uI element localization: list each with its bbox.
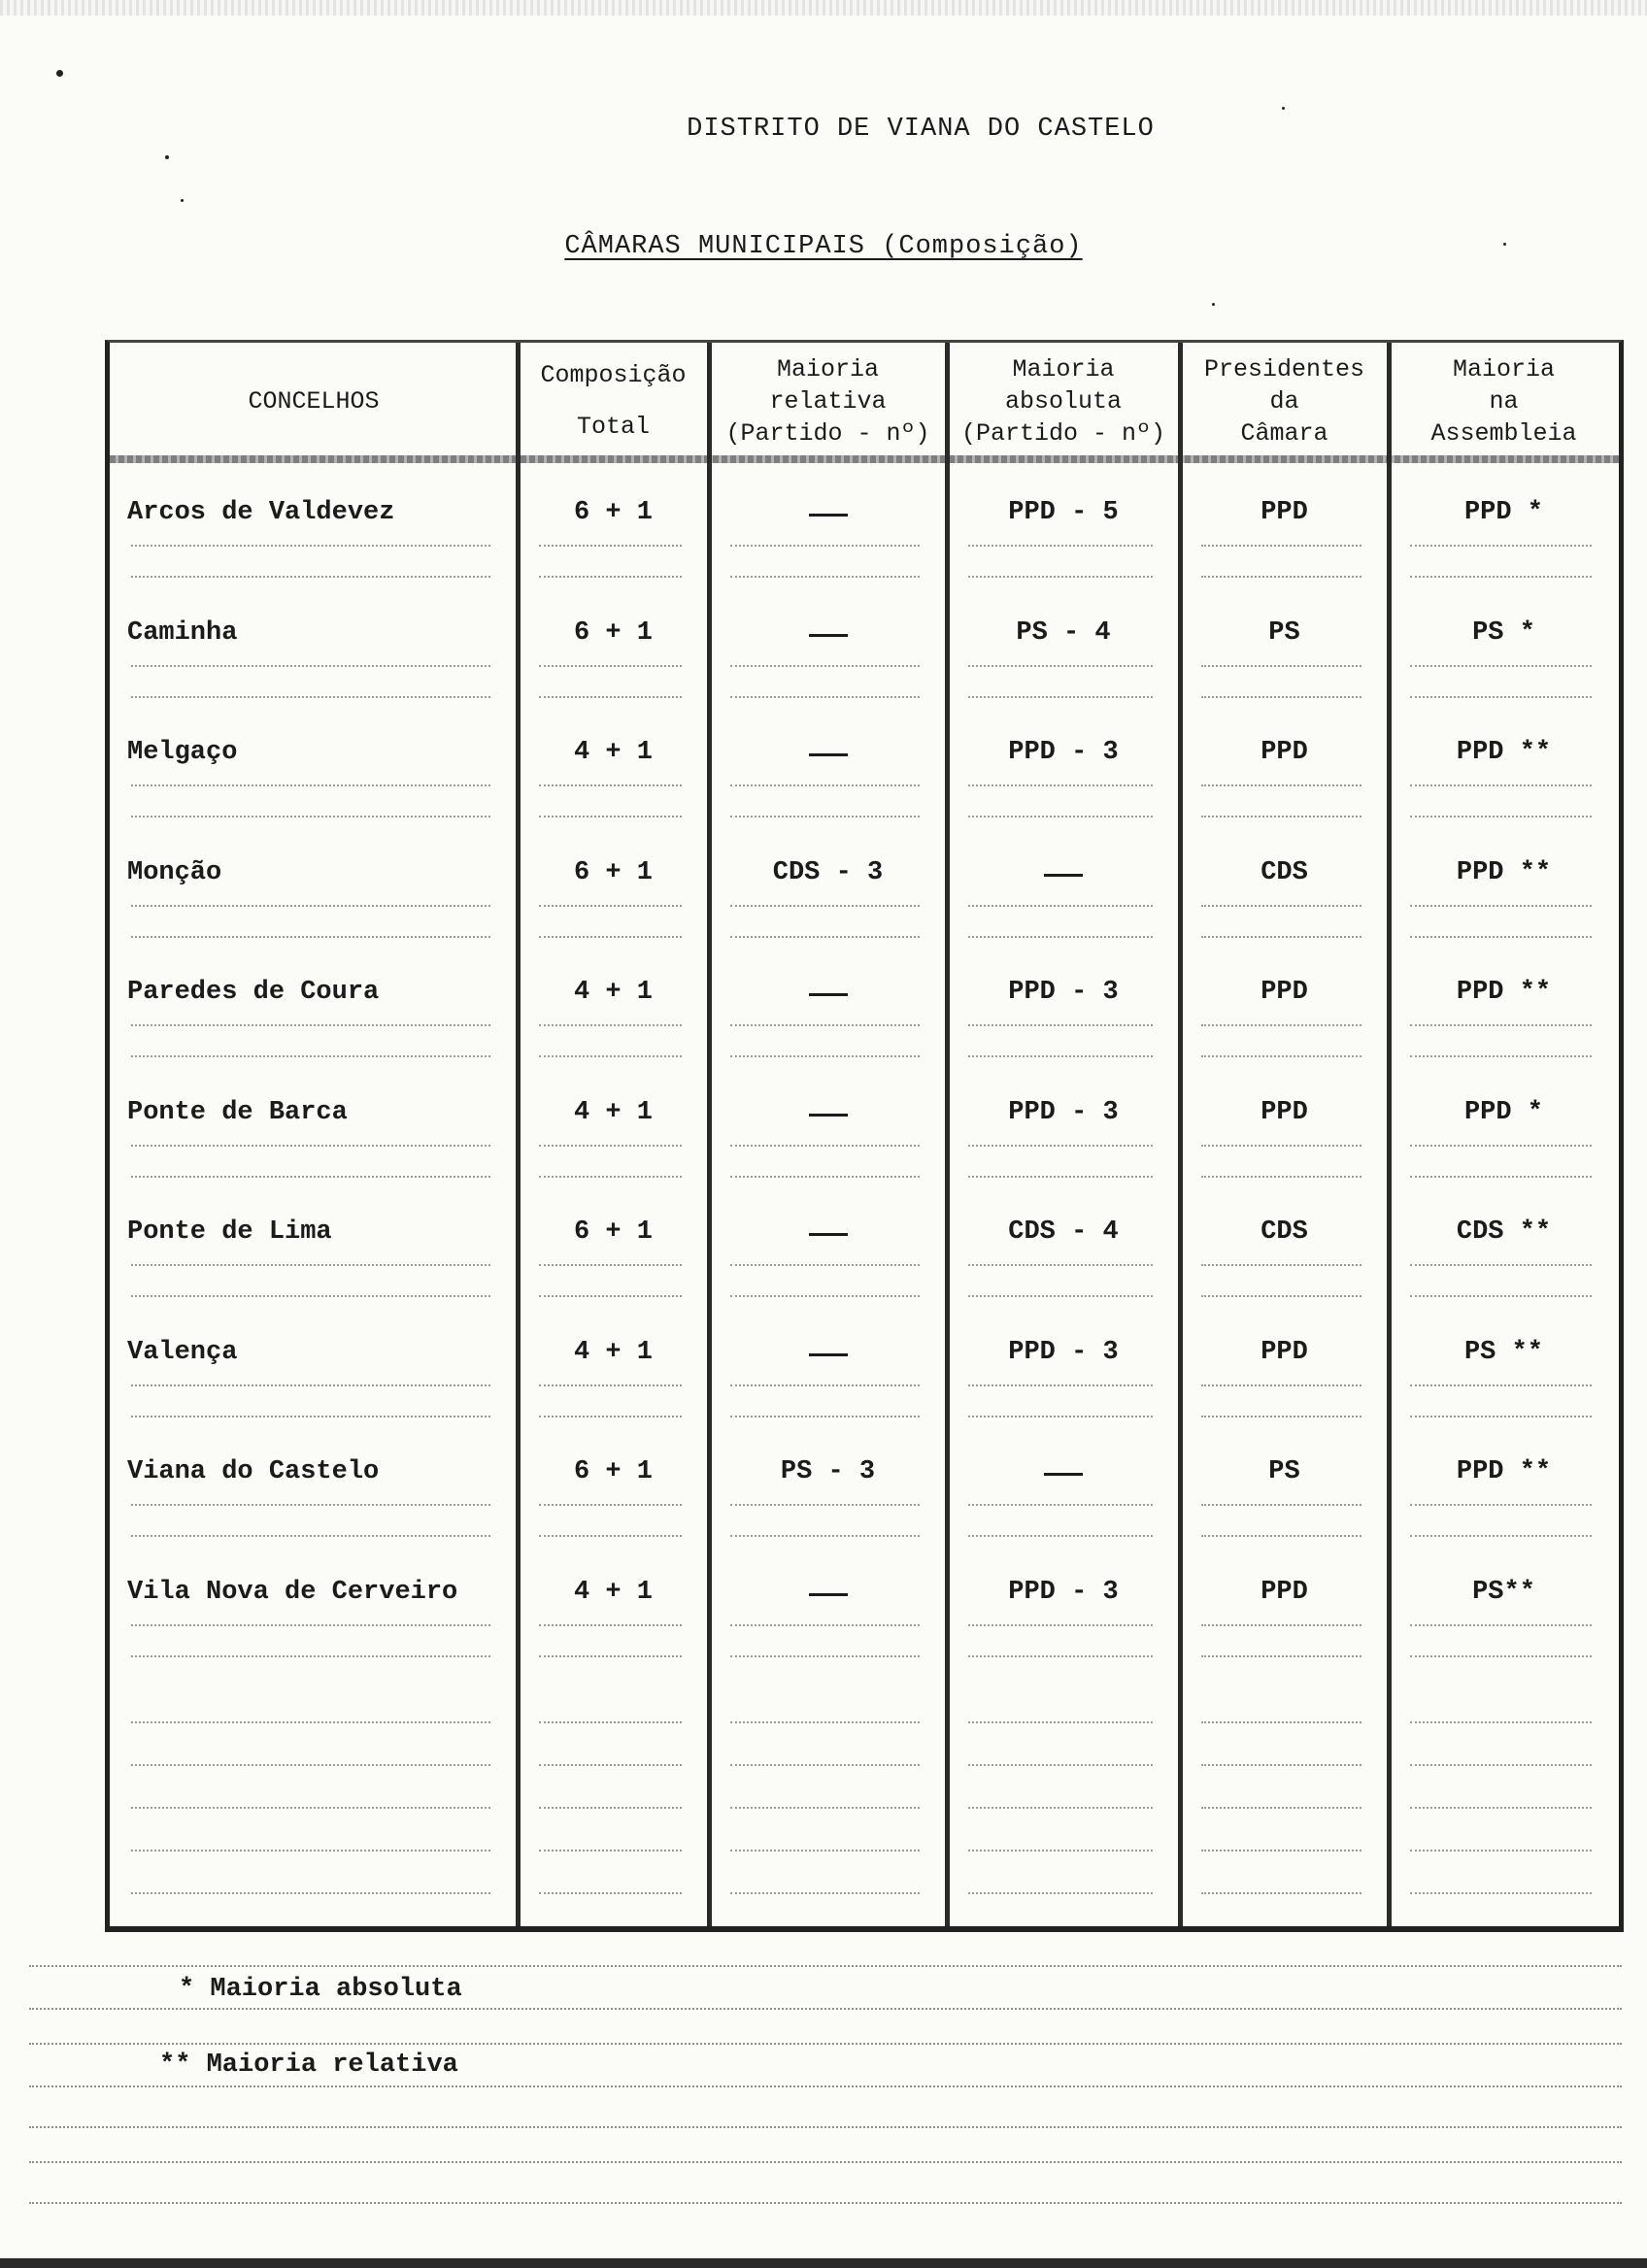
cell-composicao-total: 6 + 1 (573, 1457, 653, 1486)
form-guide-line (730, 1145, 920, 1147)
cell-composicao-total: 6 + 1 (573, 857, 653, 887)
form-guide-line (539, 1892, 682, 1894)
form-guide-line (131, 1295, 490, 1297)
form-guide-line (1201, 1384, 1361, 1386)
form-guide-line (539, 905, 682, 907)
cell-maioria-absoluta: PPD - 3 (1008, 1097, 1119, 1127)
column-divider (516, 343, 521, 1926)
header-concelhos (114, 349, 514, 453)
empty-dash (1044, 1473, 1083, 1476)
form-guide-line (730, 1764, 920, 1766)
form-guide-line (539, 936, 682, 938)
form-guide-line (131, 1264, 490, 1266)
header-line: da (1269, 386, 1299, 416)
form-guide-line (539, 1535, 682, 1537)
form-guide-line (131, 1655, 490, 1657)
form-guide-line (730, 1807, 920, 1809)
form-guide-line (131, 1850, 490, 1851)
form-guide-line (1201, 1295, 1361, 1297)
composition-table (105, 340, 1624, 1932)
form-guide-line (968, 1145, 1153, 1147)
form-guide-line (131, 1721, 490, 1723)
form-guide-line (539, 1850, 682, 1851)
cell-maioria-assembleia: PPD * (1463, 498, 1543, 527)
scan-speck (1503, 243, 1506, 246)
form-guide-line (1201, 1655, 1361, 1657)
form-guide-line (1410, 1850, 1592, 1851)
header-line: na (1489, 386, 1519, 416)
form-guide-line (968, 1264, 1153, 1266)
form-guide-line (1201, 696, 1361, 698)
form-guide-line (1410, 1721, 1592, 1723)
form-guide-line (539, 1055, 682, 1057)
form-guide-line (968, 816, 1153, 817)
header-separator (110, 455, 1619, 463)
form-guide-line (1410, 545, 1592, 547)
form-guide-line (1410, 665, 1592, 667)
empty-dash (809, 1233, 848, 1236)
empty-dash (809, 753, 848, 756)
form-guide-line (730, 545, 920, 547)
form-guide-line (968, 1535, 1153, 1537)
concelho-name: Ponte de Lima (127, 1217, 332, 1247)
form-guide-line (131, 576, 490, 578)
form-guide-line (131, 784, 490, 786)
form-guide-line (1410, 1892, 1592, 1894)
form-guide-line (1410, 1055, 1592, 1057)
cell-maioria-assembleia: PPD * (1463, 1097, 1543, 1127)
form-guide-line (968, 696, 1153, 698)
form-guide-line (539, 696, 682, 698)
form-guide-line (730, 1055, 920, 1057)
cell-maioria-assembleia: PS ** (1463, 1337, 1543, 1367)
cell-maioria-assembleia: PPD ** (1456, 738, 1552, 767)
cell-presidentes-camara: PPD (1260, 738, 1308, 767)
form-guide-line (1410, 1764, 1592, 1766)
form-guide-line (131, 1055, 490, 1057)
empty-dash (809, 993, 848, 996)
form-guide-line (730, 1024, 920, 1026)
form-guide-line (1410, 784, 1592, 786)
form-guide-line (968, 1504, 1153, 1506)
cell-composicao-total: 4 + 1 (573, 1577, 653, 1607)
form-guide-line (539, 1624, 682, 1626)
form-guide-line (1410, 1504, 1592, 1506)
form-guide-line (131, 1807, 490, 1809)
empty-dash (809, 634, 848, 637)
cell-composicao-total: 6 + 1 (573, 617, 653, 648)
form-guide-line (131, 936, 490, 938)
form-rule-line (29, 2126, 1622, 2128)
form-guide-line (539, 1176, 682, 1178)
header-line: (Partido - nº) (725, 418, 930, 448)
form-guide-line (539, 816, 682, 817)
cell-presidentes-camara: PPD (1260, 1577, 1308, 1607)
concelho-name: Vila Nova de Cerveiro (127, 1577, 458, 1607)
form-guide-line (131, 905, 490, 907)
form-guide-line (539, 1721, 682, 1723)
form-guide-line (730, 665, 920, 667)
form-guide-line (730, 1264, 920, 1266)
form-guide-line (131, 1764, 490, 1766)
form-guide-line (730, 1535, 920, 1537)
cell-maioria-assembleia: PS * (1472, 617, 1535, 648)
empty-dash (809, 1353, 848, 1356)
form-guide-line (1201, 1624, 1361, 1626)
header-line: absoluta (1004, 386, 1123, 416)
form-guide-line (1410, 1416, 1592, 1418)
form-guide-line (539, 1504, 682, 1506)
form-guide-line (1201, 1807, 1361, 1809)
empty-dash (809, 514, 848, 517)
document-title (97, 115, 1647, 144)
form-guide-line (968, 1055, 1153, 1057)
form-guide-line (968, 1764, 1153, 1766)
form-guide-line (968, 784, 1153, 786)
form-guide-line (1201, 545, 1361, 547)
form-guide-line (730, 696, 920, 698)
scan-speck (165, 155, 169, 159)
header-line: Total (576, 413, 650, 441)
concelho-name: Arcos de Valdevez (127, 498, 395, 527)
scan-top-edge (0, 0, 1647, 16)
cell-maioria-absoluta: PPD - 3 (1008, 1337, 1119, 1367)
form-guide-line (1410, 1176, 1592, 1178)
form-guide-line (968, 1384, 1153, 1386)
cell-maioria-absoluta: PPD - 3 (1008, 1577, 1119, 1607)
concelho-name: Ponte de Barca (127, 1097, 348, 1127)
cell-composicao-total: 4 + 1 (573, 978, 653, 1007)
header-line: Maioria (776, 354, 880, 384)
form-guide-line (131, 1024, 490, 1026)
cell-composicao-total: 4 + 1 (573, 1337, 653, 1367)
form-guide-line (730, 816, 920, 817)
form-guide-line (1201, 1416, 1361, 1418)
form-guide-line (539, 545, 682, 547)
form-guide-line (1201, 576, 1361, 578)
form-guide-line (1201, 1892, 1361, 1894)
form-guide-line (1201, 936, 1361, 938)
header-line: CONCELHOS (248, 386, 380, 416)
column-divider (707, 343, 712, 1926)
form-guide-line (730, 1624, 920, 1626)
form-guide-line (1410, 816, 1592, 817)
form-guide-line (131, 1624, 490, 1626)
form-rule-line (29, 2043, 1622, 2045)
form-guide-line (1410, 696, 1592, 698)
form-guide-line (1410, 1024, 1592, 1026)
form-guide-line (1201, 1145, 1361, 1147)
form-guide-line (131, 1145, 490, 1147)
cell-maioria-relativa: PS - 3 (780, 1457, 876, 1486)
cell-maioria-assembleia: PPD ** (1456, 857, 1552, 887)
form-guide-line (1201, 1535, 1361, 1537)
form-guide-line (539, 576, 682, 578)
header-line: Assembleia (1430, 418, 1577, 448)
form-guide-line (730, 576, 920, 578)
form-guide-line (730, 1384, 920, 1386)
cell-maioria-assembleia: PS** (1472, 1577, 1535, 1607)
form-guide-line (968, 905, 1153, 907)
form-guide-line (730, 936, 920, 938)
header-line: (Partido - nº) (960, 418, 1166, 448)
header-line: Maioria (1012, 354, 1115, 384)
form-guide-line (131, 1504, 490, 1506)
cell-maioria-absoluta: PPD - 3 (1008, 978, 1119, 1007)
form-guide-line (1201, 1024, 1361, 1026)
form-guide-line (1410, 1624, 1592, 1626)
form-guide-line (968, 1624, 1153, 1626)
form-guide-line (539, 1764, 682, 1766)
header-maioria-assembleia (1393, 349, 1615, 453)
form-guide-line (968, 936, 1153, 938)
form-guide-line (1410, 905, 1592, 907)
cell-presidentes-camara: CDS (1260, 1217, 1308, 1247)
cell-presidentes-camara: PPD (1260, 498, 1308, 527)
form-guide-line (968, 576, 1153, 578)
form-guide-line (539, 1024, 682, 1026)
form-guide-line (1410, 1807, 1592, 1809)
form-guide-line (968, 1892, 1153, 1894)
form-guide-line (539, 1655, 682, 1657)
column-divider (1178, 343, 1183, 1926)
scan-bottom-edge (0, 2258, 1647, 2268)
form-guide-line (1410, 1384, 1592, 1386)
cell-maioria-absoluta: PPD - 5 (1008, 498, 1119, 527)
form-guide-line (539, 1384, 682, 1386)
cell-maioria-absoluta: PPD - 3 (1008, 738, 1119, 767)
form-guide-line (730, 1295, 920, 1297)
scan-speck (1282, 107, 1285, 110)
empty-dash (1044, 874, 1083, 877)
form-guide-line (730, 1176, 920, 1178)
form-guide-line (1201, 1721, 1361, 1723)
form-guide-line (539, 1145, 682, 1147)
header-presidentes-camara (1184, 349, 1385, 453)
form-guide-line (730, 1504, 920, 1506)
cell-presidentes-camara: PPD (1260, 1337, 1308, 1367)
header-maioria-absoluta (951, 349, 1176, 453)
concelho-name: Caminha (127, 617, 238, 648)
scan-speck (1212, 303, 1215, 306)
cell-maioria-absoluta: PS - 4 (1016, 617, 1111, 648)
form-guide-line (730, 1721, 920, 1723)
form-guide-line (730, 905, 920, 907)
form-guide-line (1201, 665, 1361, 667)
header-line: Câmara (1240, 418, 1328, 448)
form-guide-line (968, 1721, 1153, 1723)
cell-maioria-relativa: CDS - 3 (772, 857, 884, 887)
form-rule-line (29, 1965, 1622, 1967)
cell-presidentes-camara: PPD (1260, 978, 1308, 1007)
form-guide-line (1410, 1145, 1592, 1147)
cell-presidentes-camara: CDS (1260, 857, 1308, 887)
form-guide-line (131, 1176, 490, 1178)
cell-presidentes-camara: PS (1268, 617, 1300, 648)
form-guide-line (968, 1850, 1153, 1851)
cell-composicao-total: 4 + 1 (573, 738, 653, 767)
form-guide-line (131, 816, 490, 817)
concelho-name: Paredes de Coura (127, 978, 380, 1007)
form-guide-line (1201, 905, 1361, 907)
form-guide-line (131, 1535, 490, 1537)
form-rule-line (29, 2085, 1622, 2087)
form-guide-line (539, 1807, 682, 1809)
cell-composicao-total: 6 + 1 (573, 1217, 653, 1247)
header-line: relativa (769, 386, 887, 416)
cell-composicao-total: 4 + 1 (573, 1097, 653, 1127)
header-line: Composição (540, 361, 687, 389)
column-divider (1387, 343, 1392, 1926)
form-guide-line (131, 1384, 490, 1386)
cell-presidentes-camara: PS (1268, 1457, 1300, 1486)
concelho-name: Monção (127, 857, 222, 887)
form-guide-line (539, 784, 682, 786)
form-guide-line (131, 545, 490, 547)
form-guide-line (968, 1024, 1153, 1026)
form-guide-line (1410, 1295, 1592, 1297)
form-guide-line (131, 665, 490, 667)
concelho-name: Valença (127, 1337, 238, 1367)
form-guide-line (968, 1807, 1153, 1809)
document-subtitle-text: CÂMARAS MUNICIPAIS (Composição) (564, 232, 1083, 261)
form-guide-line (131, 696, 490, 698)
empty-dash (809, 1114, 848, 1117)
form-guide-line (1201, 1764, 1361, 1766)
concelho-name: Viana do Castelo (127, 1457, 380, 1486)
form-guide-line (539, 1264, 682, 1266)
form-guide-line (968, 1655, 1153, 1657)
form-guide-line (1410, 576, 1592, 578)
form-guide-line (1201, 1055, 1361, 1057)
form-rule-line (29, 2161, 1622, 2163)
form-guide-line (1201, 1504, 1361, 1506)
form-rule-line (29, 2202, 1622, 2204)
empty-dash (809, 1593, 848, 1596)
form-guide-line (968, 665, 1153, 667)
form-guide-line (1201, 1264, 1361, 1266)
form-guide-line (1201, 784, 1361, 786)
form-guide-line (968, 1295, 1153, 1297)
cell-maioria-assembleia: PPD ** (1456, 1457, 1552, 1486)
form-guide-line (968, 545, 1153, 547)
scan-speck (56, 70, 63, 77)
form-guide-line (730, 784, 920, 786)
form-guide-line (968, 1176, 1153, 1178)
cell-maioria-assembleia: CDS ** (1456, 1217, 1552, 1247)
form-guide-line (539, 665, 682, 667)
header-line: Presidentes (1203, 354, 1365, 384)
document-subtitle (0, 232, 1647, 261)
form-guide-line (539, 1295, 682, 1297)
form-rule-line (29, 2008, 1622, 2010)
header-line: Maioria (1452, 354, 1556, 384)
form-guide-line (1201, 1176, 1361, 1178)
form-guide-line (1410, 1535, 1592, 1537)
form-guide-line (730, 1892, 920, 1894)
form-guide-line (131, 1892, 490, 1894)
form-guide-line (1201, 816, 1361, 817)
form-guide-line (968, 1416, 1153, 1418)
column-divider (945, 343, 950, 1926)
form-guide-line (131, 1416, 490, 1418)
cell-maioria-assembleia: PPD ** (1456, 978, 1552, 1007)
form-guide-line (1201, 1850, 1361, 1851)
form-guide-line (730, 1655, 920, 1657)
form-guide-line (539, 1416, 682, 1418)
form-guide-line (1410, 1655, 1592, 1657)
scan-speck (181, 199, 184, 202)
form-guide-line (730, 1850, 920, 1851)
cell-presidentes-camara: PPD (1260, 1097, 1308, 1127)
footnote-2: ** Maioria relativa (159, 2051, 458, 2080)
form-guide-line (1410, 1264, 1592, 1266)
concelho-name: Melgaço (127, 738, 238, 767)
form-guide-line (730, 1416, 920, 1418)
cell-maioria-absoluta: CDS - 4 (1008, 1217, 1119, 1247)
footnote-1: * Maioria absoluta (179, 1975, 462, 2004)
document-title-text: DISTRITO DE VIANA DO CASTELO (687, 115, 1155, 144)
form-guide-line (1410, 936, 1592, 938)
cell-composicao-total: 6 + 1 (573, 498, 653, 527)
header-composicao-total (521, 349, 705, 453)
header-maioria-relativa (713, 349, 943, 453)
